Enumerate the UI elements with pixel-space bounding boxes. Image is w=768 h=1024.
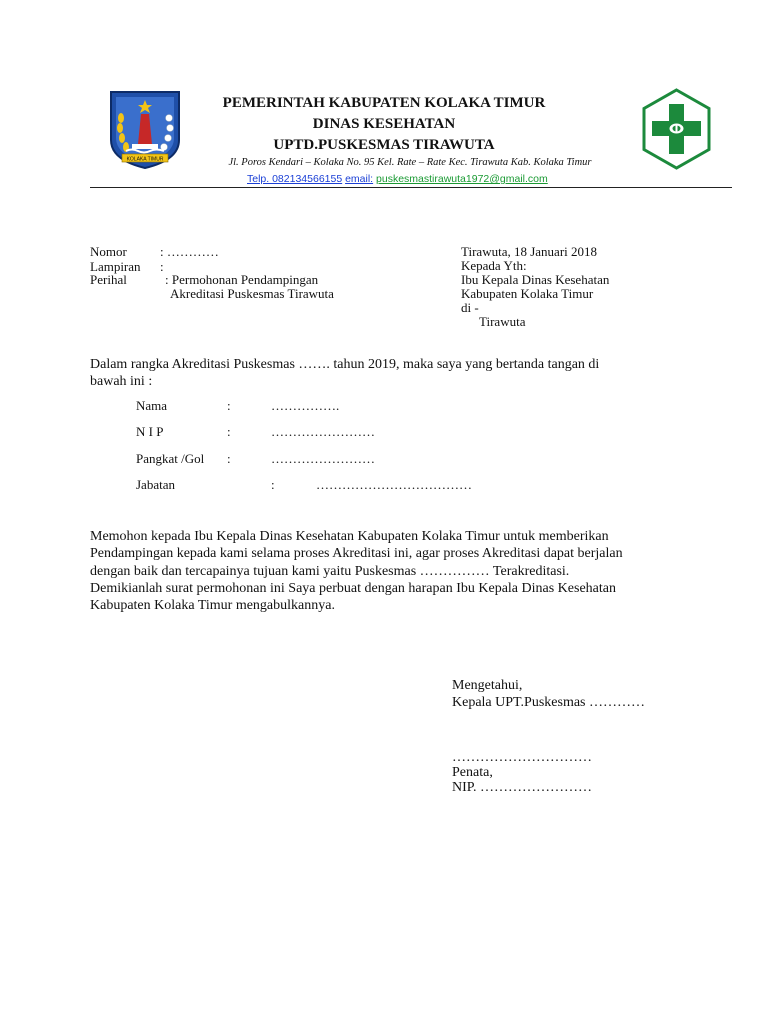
intro-paragraph <box>90 356 670 391</box>
lampiran-label: Lampiran <box>90 259 141 274</box>
field-colon: : <box>227 451 231 466</box>
body-line: Pendampingan kepada kami selama proses Akreditasi ini, agar proses Akreditasi dapat berjalan <box>90 546 623 562</box>
perihal-value-cont: Akreditasi Puskesmas Tirawuta <box>170 286 334 301</box>
field-label-nip: N I P <box>136 424 164 439</box>
body-line: Memohon kepada Ibu Kepala Dinas Kesehatan Kabupaten Kolaka Timur untuk memberikan <box>90 529 609 544</box>
field-label-nama: Nama <box>136 398 168 413</box>
field-label-jabatan: Jabatan <box>136 477 175 492</box>
intro-line: Dalam rangka Akreditasi Puskesmas ……. tahun 2019, maka saya yang bertanda tangan di <box>90 357 600 372</box>
body-line: Demikianlah surat permohonan ini Saya perbuat dengan harapan Ibu Kepala Dinas Kesehatan <box>90 580 616 596</box>
signature-title: Kepala UPT.Puskesmas ………… <box>452 695 645 710</box>
field-label-pangkat: Pangkat /Gol <box>136 451 205 466</box>
recipient-line-1: Ibu Kepala Dinas Kesehatan <box>461 272 610 287</box>
letterhead-divider <box>90 187 732 188</box>
letterhead-contact <box>247 173 548 185</box>
letterhead-government: PEMERINTAH KABUPATEN KOLAKA TIMUR <box>222 95 546 111</box>
letter-date: Tirawuta, 18 Januari 2018 <box>461 244 598 259</box>
signature-known-by: Mengetahui, <box>452 678 523 693</box>
recipient-greeting: Kepada Yth: <box>461 258 527 273</box>
recipient-city: Tirawuta <box>479 314 526 329</box>
letterhead-department: DINAS KESEHATAN <box>312 116 456 132</box>
field-colon: : <box>227 398 231 413</box>
body-paragraph <box>90 528 670 614</box>
emblem-caption: KOLAKA TIMUR <box>126 156 164 163</box>
signature-nip: NIP. …………………… <box>452 780 593 795</box>
recipient-line-3: di - <box>461 300 479 315</box>
field-colon: : <box>271 477 275 492</box>
email-link[interactable]: puskesmastirawuta1972@gmail.com <box>376 173 548 185</box>
nomor-label: Nomor <box>90 244 127 259</box>
field-value-jabatan: ……………………………… <box>316 477 472 492</box>
letterhead-puskesmas: UPTD.PUSKESMAS TIRAWUTA <box>273 137 495 153</box>
body-line: dengan baik dan tercapainya tujuan kami yaitu Puskesmas …………… Terakreditasi. <box>90 563 570 579</box>
nomor-value: : ………… <box>160 244 219 259</box>
perihal-value: : Permohonan Pendampingan <box>165 272 319 287</box>
body-line: Kabupaten Kolaka Timur mengabulkannya. <box>90 598 335 614</box>
lampiran-value: : <box>160 259 164 274</box>
signature-rank: Penata, <box>452 765 493 780</box>
recipient-line-2: Kabupaten Kolaka Timur <box>461 286 594 301</box>
field-value-nip: …………………… <box>271 424 375 439</box>
intro-line: bawah ini : <box>90 374 153 390</box>
field-value-pangkat: …………………… <box>271 451 375 466</box>
letterhead-address: Jl. Poros Kendari – Kolaka No. 95 Kel. Rate – Rate Kec. Tirawuta Kab. Kolaka Timur <box>228 157 592 168</box>
field-colon: : <box>227 424 231 439</box>
email-label: email: <box>345 173 374 185</box>
phone-link[interactable]: Telp. 082134566155 <box>247 173 343 185</box>
perihal-label: Perihal <box>90 272 127 287</box>
signature-name: ………………………… <box>452 750 592 765</box>
field-value-nama: ……………. <box>271 398 340 413</box>
